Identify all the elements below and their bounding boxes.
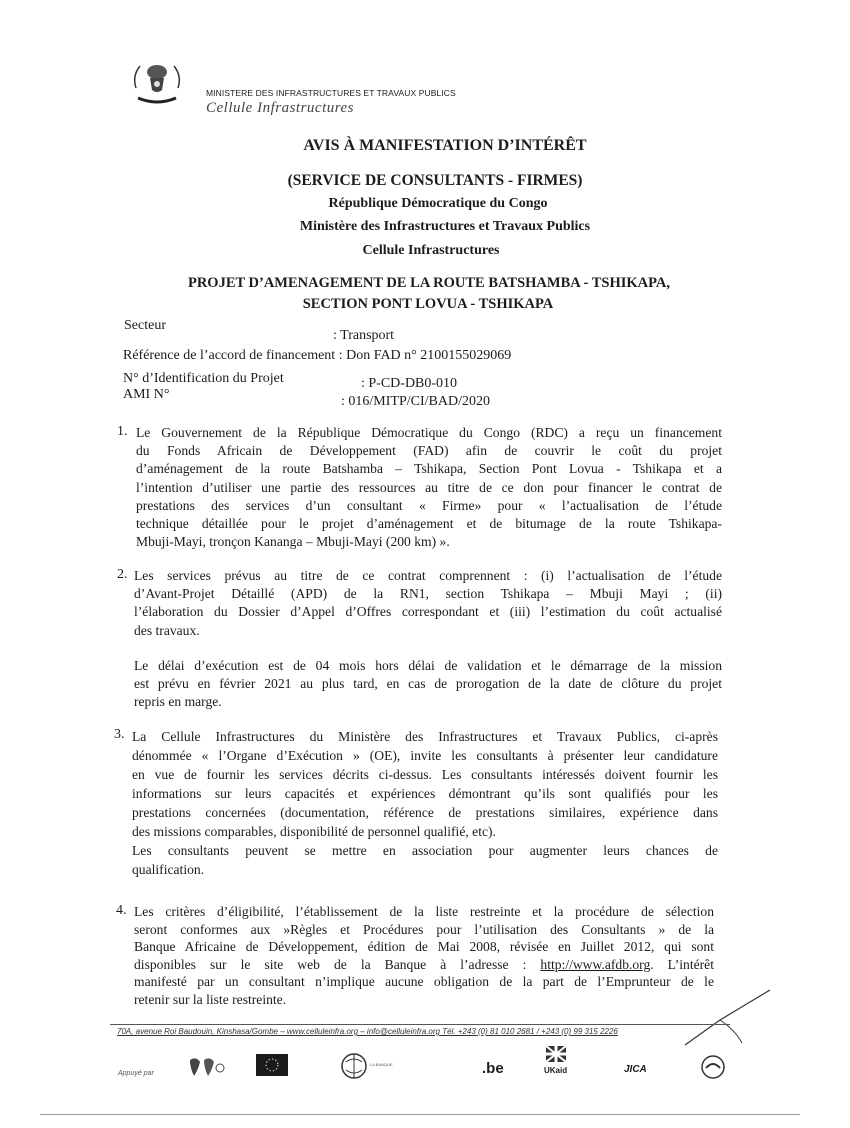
paragraph-2-number: 2. — [117, 567, 128, 582]
paragraph-line: d’aménagement de la route Batshamba – Tshikapa, Section Pont Lovua - Tshikapa et a — [136, 461, 722, 477]
paragraph-line: du Fonds Africain de Développement (FAD) afin de couvrir le coût du projet — [136, 443, 722, 459]
paragraph-line: d’Avant-Projet Détaillé (APD) de la RN1, section Tshikapa – Mbuji Mayi ; (ii) — [134, 586, 722, 602]
belgian-cooperation-logo: .be — [482, 1060, 504, 1077]
paragraph-line: Mbuji-Mayi, tronçon Kananga – Mbuji-Mayi (200 km) ». — [136, 534, 450, 550]
paragraph-2 — [134, 567, 722, 640]
project-id-value: : P-CD-DB0-010 — [361, 376, 458, 391]
paragraph-line: dénommée « l’Organe d’Exécution » (OE), invite les consultants à présenter leur candidature — [132, 748, 718, 763]
paragraph-line: Les consultants peuvent se mettre en association pour augmenter leurs chances de — [132, 843, 718, 858]
paragraph-line: prestations des services d’un consultant « Firme» pour « l’actualisation de l’étude — [136, 497, 722, 513]
paragraph-1 — [136, 424, 722, 551]
paragraph-line: qualification. — [132, 862, 205, 877]
paragraph-line: l’intention d’utiliser une partie des ressources au titre de ce don pour financer le contrat de — [136, 479, 722, 495]
paragraph-line: des missions comparables, disponibilité de personnel qualifié, etc). — [132, 824, 496, 839]
afdb-link[interactable]: http://www.afdb.org — [540, 956, 651, 972]
world-bank-logo — [340, 1052, 368, 1080]
paragraph-1-number: 1. — [117, 424, 128, 439]
uk-flag-icon — [546, 1046, 566, 1062]
paragraph-line: des travaux. — [134, 622, 200, 638]
notice-title: AVIS À MANIFESTATION D’INTÉRÊT — [303, 137, 587, 154]
eu-flag-logo — [256, 1054, 288, 1076]
jica-logo: JICA — [624, 1064, 647, 1075]
secteur-label: Secteur — [124, 318, 166, 333]
project-id-label: N° d’Identification du Projet — [123, 371, 284, 386]
paragraph-line — [134, 956, 714, 974]
financing-reference: Référence de l’accord de financement : Don FAD n° 2100155029069 — [123, 348, 512, 363]
page-bottom-rule — [40, 1114, 800, 1115]
paragraph-line: en vue de fournir les services décrits ci-dessus. Les consultants intéressés doivent fournir les — [132, 767, 718, 782]
paragraph-3 — [132, 727, 718, 879]
ami-value: : 016/MITP/CI/BAD/2020 — [341, 394, 490, 409]
cellule-name: Cellule Infrastructures — [206, 100, 355, 116]
ukaid-logo: UKaid — [544, 1066, 568, 1075]
project-title-line-2: SECTION PONT LOVUA - TSHIKAPA — [302, 296, 554, 312]
partner-emblem-logo — [700, 1054, 726, 1080]
paragraph-line: est prévu en février 2021 au plus tard, en cas de prorogation de la date de clôture du projet — [134, 676, 722, 692]
paragraph-line: La Cellule Infrastructures du Ministère des Infrastructures et Travaux Publics, ci-après — [132, 729, 718, 744]
paragraph-4 — [134, 903, 714, 1008]
paragraph-line: Les services prévus au titre de ce contrat comprennent : (i) l’actualisation de l’étude — [134, 568, 722, 583]
paragraph-text: . L’intérêt — [650, 956, 714, 972]
paragraph-3-number: 3. — [114, 727, 125, 742]
paragraph-line: prestations concernées (documentation, référence de prestations similaires, expérience dans — [132, 805, 718, 820]
paragraph-line: manifesté par un consultant n’implique aucune obligation de la part de l’Emprunteur de le — [134, 974, 714, 989]
supported-by-label: Appuyé par — [118, 1070, 154, 1077]
footer-divider — [110, 1024, 730, 1025]
paragraph-line: Banque Africaine de Développement, édition de Mai 2008, révisée en Juillet 2012, qui sont — [134, 939, 714, 954]
paragraph-2b — [134, 657, 722, 712]
ministry-name: MINISTERE DES INFRASTRUCTURES ET TRAVAUX PUBLICS — [206, 88, 456, 98]
secteur-value: : Transport — [333, 328, 395, 343]
africa-partner-logo — [186, 1054, 226, 1080]
paragraph-4-number: 4. — [116, 903, 127, 918]
country-name: République Démocratique du Congo — [328, 196, 548, 211]
paragraph-line: informations sur leurs capacités et expériences démontrant qu’ils sont qualifiés pour les — [132, 786, 718, 801]
paragraph-line: retenir sur la liste restreinte. — [134, 991, 287, 1007]
paragraph-line: technique détaillée pour le projet d’aménagement et de bitumage de la route Tshikapa- — [136, 516, 722, 532]
ami-label: AMI N° — [123, 387, 170, 402]
paragraph-line: l’élaboration du Dossier d’Appel d’Offres correspondant et (iii) l’estimation du coût actualisé — [134, 604, 722, 620]
project-title-line-1: PROJET D’AMENAGEMENT DE LA ROUTE BATSHAMBA - TSHIKAPA, — [187, 275, 671, 291]
bank-logo-text: LA BANQUE — [370, 1062, 393, 1067]
ministry-title: Ministère des Infrastructures et Travaux Publics — [299, 219, 591, 234]
footer-address: 70A, avenue Roi Baudouin, Kinshasa/Gombe – www.celluleinfra.org – info@celluleinfra.org Tél. +243 (0) 81 010 2681 / +243 (0) 99 315 2226 — [117, 1027, 618, 1036]
paragraph-line: Le Gouvernement de la République Démocratique du Congo (RDC) a reçu un financement — [136, 425, 722, 440]
paragraph-line: repris en marge. — [134, 694, 222, 710]
paragraph-line: seront conformes aux »Règles et Procédures pour l’utilisation des Consultants » de la — [134, 921, 714, 937]
paragraph-line: Les critères d’éligibilité, l’établissement de la liste restreinte et la procédure de sélection — [134, 904, 714, 919]
coat-of-arms-logo — [128, 58, 186, 108]
paragraph-text: disponibles sur le site web de la Banque à l’adresse : — [134, 956, 527, 972]
paragraph-line: Le délai d’exécution est de 04 mois hors délai de validation et le démarrage de la mission — [134, 658, 722, 673]
cellule-title: Cellule Infrastructures — [362, 243, 500, 258]
notice-subtitle: (SERVICE DE CONSULTANTS - FIRMES) — [287, 172, 583, 189]
signature — [680, 985, 780, 1055]
